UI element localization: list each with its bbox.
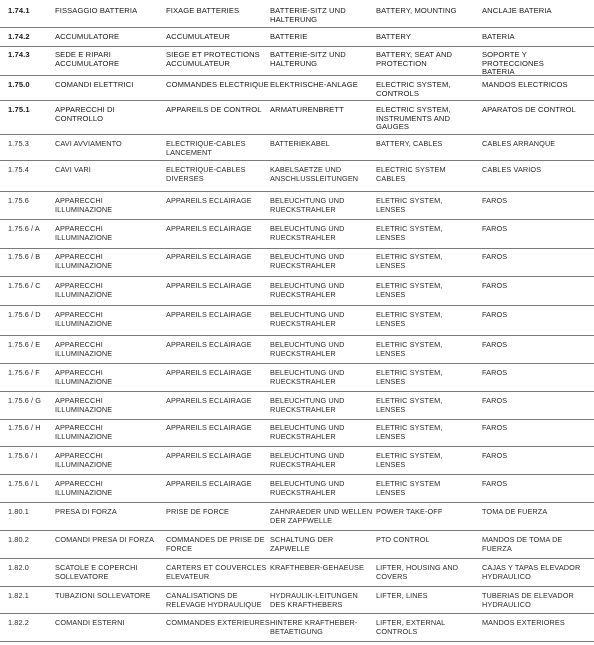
table-row — [0, 394, 594, 420]
spanish-cell: CABLES ARRANQUE — [482, 139, 556, 148]
french-cell: APPAREILS ECLAIRAGE — [166, 368, 252, 377]
french-cell: CANALISATIONS DE RELEVAGE HYDRAULIQUE — [166, 591, 262, 609]
spanish-cell: BATERIA — [482, 32, 515, 41]
german-cell: BATTERIE-SITZ UND HALTERUNG — [270, 6, 346, 24]
english-cell: ELETRIC SYSTEM, LENSES — [376, 396, 443, 414]
english-cell: ELETRIC SYSTEM, LENSES — [376, 224, 443, 242]
code-cell: 1.75.6 / L — [8, 479, 40, 488]
german-cell: KABELSAETZE UND ANSCHLUSSLEITUNGEN — [270, 165, 359, 183]
german-cell: BELEUCHTUNG UND RUECKSTRAHLER — [270, 281, 345, 299]
table-row — [0, 103, 594, 135]
german-cell: ZAHNRAEDER UND WELLEN DER ZAPFWELLE — [270, 507, 373, 525]
english-cell: BATTERY, CABLES — [376, 139, 443, 148]
code-cell: 1.75.6 / I — [8, 451, 38, 460]
german-cell: HINTERE KRAFTHEBER- BETAETIGUNG — [270, 618, 358, 636]
english-cell: ELETRIC SYSTEM, LENSES — [376, 368, 443, 386]
spanish-cell: FAROS — [482, 224, 508, 233]
table-row — [0, 338, 594, 364]
code-cell: 1.75.6 / A — [8, 224, 40, 233]
code-cell: 1.75.6 / H — [8, 423, 41, 432]
table-row — [0, 505, 594, 531]
german-cell: BELEUCHTUNG UND RUECKSTRAHLER — [270, 451, 345, 469]
spanish-cell: MANDOS EXTERIORES — [482, 618, 565, 627]
code-cell: 1.82.0 — [8, 563, 29, 572]
french-cell: COMMANDES DE PRISE DE FORCE — [166, 535, 265, 553]
table-row — [0, 477, 594, 503]
italian-cell: APPARECCHI ILLUMINAZIONE — [55, 340, 113, 358]
french-cell: APPAREILS ECLAIRAGE — [166, 479, 252, 488]
table-row — [0, 589, 594, 614]
french-cell: SIEGE ET PROTECTIONS ACCUMULATEUR — [166, 50, 260, 68]
german-cell: BATTERIE-SITZ UND HALTERUNG — [270, 50, 346, 68]
table-row — [0, 421, 594, 447]
table-row — [0, 616, 594, 642]
english-cell: BATTERY — [376, 32, 412, 41]
spanish-cell: FAROS — [482, 396, 508, 405]
german-cell: BELEUCHTUNG UND RUECKSTRAHLER — [270, 396, 345, 414]
italian-cell: APPARECCHI ILLUMINAZIONE — [55, 224, 113, 242]
table-row — [0, 308, 594, 336]
spanish-cell: APARATOS DE CONTROL — [482, 105, 576, 114]
spanish-cell: FAROS — [482, 368, 508, 377]
german-cell: BELEUCHTUNG UND RUECKSTRAHLER — [270, 479, 345, 497]
italian-cell: APPARECCHI ILLUMINAZIONE — [55, 396, 113, 414]
english-cell: LIFTER, EXTERNAL CONTROLS — [376, 618, 446, 636]
spanish-cell: SOPORTE Y PROTECCIONES BATERIA — [482, 50, 544, 77]
german-cell: BELEUCHTUNG UND RUECKSTRAHLER — [270, 196, 345, 214]
italian-cell: CAVI VARI — [55, 165, 91, 174]
spanish-cell: FAROS — [482, 310, 508, 319]
english-cell: ELETRIC SYSTEM, LENSES — [376, 196, 443, 214]
german-cell: ARMATURENBRETT — [270, 105, 344, 114]
italian-cell: SEDE E RIPARI ACCUMULATORE — [55, 50, 120, 68]
german-cell: BELEUCHTUNG UND RUECKSTRAHLER — [270, 368, 345, 386]
french-cell: ACCUMULATEUR — [166, 32, 230, 41]
french-cell: APPAREILS ECLAIRAGE — [166, 281, 252, 290]
english-cell: ELETRIC SYSTEM LENSES — [376, 479, 441, 497]
german-cell: KRAFTHEBER-GEHAEUSE — [270, 563, 364, 572]
spanish-cell: TOMA DE FUERZA — [482, 507, 548, 516]
code-cell: 1.75.3 — [8, 139, 29, 148]
spanish-cell: FAROS — [482, 451, 508, 460]
english-cell: ELETRIC SYSTEM, LENSES — [376, 340, 443, 358]
italian-cell: CAVI AVVIAMENTO — [55, 139, 122, 148]
italian-cell: PRESA DI FORZA — [55, 507, 117, 516]
english-cell: ELETRIC SYSTEM, LENSES — [376, 252, 443, 270]
table-row — [0, 30, 594, 47]
italian-cell: SCATOLE E COPERCHI SOLLEVATORE — [55, 563, 138, 581]
table-row — [0, 48, 594, 76]
german-cell: BATTERIEKABEL — [270, 139, 330, 148]
french-cell: PRISE DE FORCE — [166, 507, 230, 516]
table-row — [0, 78, 594, 101]
french-cell: APPAREILS ECLAIRAGE — [166, 252, 252, 261]
english-cell: BATTERY, MOUNTING — [376, 6, 457, 15]
table-row — [0, 250, 594, 277]
english-cell: ELECTRIC SYSTEM, CONTROLS — [376, 80, 451, 98]
german-cell: BELEUCHTUNG UND RUECKSTRAHLER — [270, 423, 345, 441]
code-cell: 1.75.4 — [8, 165, 29, 174]
table-row — [0, 366, 594, 392]
table-row — [0, 4, 594, 28]
german-cell: BATTERIE — [270, 32, 308, 41]
spanish-cell: ANCLAJE BATERIA — [482, 6, 552, 15]
code-cell: 1.82.2 — [8, 618, 29, 627]
english-cell: POWER TAKE-OFF — [376, 507, 443, 516]
code-cell: 1.75.1 — [8, 105, 30, 114]
code-cell: 1.75.6 / C — [8, 281, 41, 290]
french-cell: APPAREILS ECLAIRAGE — [166, 310, 252, 319]
french-cell: COMMANDES EXTERIEURES — [166, 618, 270, 627]
french-cell: APPAREILS ECLAIRAGE — [166, 340, 252, 349]
english-cell: ELETRIC SYSTEM, LENSES — [376, 281, 443, 299]
italian-cell: APPARECCHI ILLUMINAZIONE — [55, 252, 113, 270]
code-cell: 1.80.1 — [8, 507, 29, 516]
english-cell: PTO CONTROL — [376, 535, 430, 544]
table-row — [0, 194, 594, 220]
spanish-cell: FAROS — [482, 479, 508, 488]
english-cell: ELETRIC SYSTEM, LENSES — [376, 310, 443, 328]
french-cell: ELECTRIQUE-CABLES DIVERSES — [166, 165, 246, 183]
table-row — [0, 222, 594, 249]
code-cell: 1.82.1 — [8, 591, 29, 600]
french-cell: APPAREILS ECLAIRAGE — [166, 224, 252, 233]
italian-cell: COMANDI ESTERNI — [55, 618, 125, 627]
italian-cell: TUBAZIONI SOLLEVATORE — [55, 591, 151, 600]
code-cell: 1.75.6 / G — [8, 396, 42, 405]
french-cell: APPAREILS ECLAIRAGE — [166, 196, 252, 205]
spanish-cell: FAROS — [482, 196, 508, 205]
french-cell: APPAREILS ECLAIRAGE — [166, 423, 252, 432]
italian-cell: APPARECCHI ILLUMINAZIONE — [55, 281, 113, 299]
french-cell: APPAREILS ECLAIRAGE — [166, 451, 252, 460]
code-cell: 1.75.6 — [8, 196, 29, 205]
code-cell: 1.80.2 — [8, 535, 29, 544]
spanish-cell: MANDOS ELECTRICOS — [482, 80, 568, 89]
italian-cell: APPARECCHI ILLUMINAZIONE — [55, 451, 113, 469]
italian-cell: FISSAGGIO BATTERIA — [55, 6, 138, 15]
german-cell: BELEUCHTUNG UND RUECKSTRAHLER — [270, 340, 345, 358]
code-cell: 1.75.6 / F — [8, 368, 40, 377]
german-cell: BELEUCHTUNG UND RUECKSTRAHLER — [270, 224, 345, 242]
german-cell: HYDRAULIK-LEITUNGEN DES KRAFTHEBERS — [270, 591, 358, 609]
spanish-cell: CAJAS Y TAPAS ELEVADOR HYDRAULICO — [482, 563, 581, 581]
english-cell: ELETRIC SYSTEM, LENSES — [376, 451, 443, 469]
german-cell: BELEUCHTUNG UND RUECKSTRAHLER — [270, 310, 345, 328]
italian-cell: APPARECCHI ILLUMINAZIONE — [55, 423, 113, 441]
french-cell: FIXAGE BATTERIES — [166, 6, 240, 15]
spanish-cell: MANDOS DE TOMA DE FUERZA — [482, 535, 563, 553]
italian-cell: APPARECCHI ILLUMINAZIONE — [55, 196, 113, 214]
code-cell: 1.74.3 — [8, 50, 30, 59]
german-cell: BELEUCHTUNG UND RUECKSTRAHLER — [270, 252, 345, 270]
english-cell: ELECTRIC SYSTEM CABLES — [376, 165, 446, 183]
german-cell: ELEKTRISCHE-ANLAGE — [270, 80, 358, 89]
code-cell: 1.75.6 / E — [8, 340, 41, 349]
english-cell: ELETRIC SYSTEM, LENSES — [376, 423, 443, 441]
code-cell: 1.75.6 / D — [8, 310, 41, 319]
italian-cell: APPARECCHI ILLUMINAZIONE — [55, 479, 113, 497]
table-row — [0, 279, 594, 306]
spanish-cell: FAROS — [482, 252, 508, 261]
italian-cell: COMANDI PRESA DI FORZA — [55, 535, 155, 544]
english-cell: ELECTRIC SYSTEM, INSTRUMENTS AND GAUGES — [376, 105, 451, 132]
italian-cell: ACCUMULATORE — [55, 32, 120, 41]
german-cell: SCHALTUNG DER ZAPWELLE — [270, 535, 334, 553]
english-cell: LIFTER, HOUSING AND COVERS — [376, 563, 459, 581]
italian-cell: COMANDI ELETTRICI — [55, 80, 134, 89]
spanish-cell: FAROS — [482, 340, 508, 349]
italian-cell: APPARECCHI DI CONTROLLO — [55, 105, 115, 123]
french-cell: COMMANDES ELECTRIQUE — [166, 80, 269, 89]
spanish-cell: TUBERIAS DE ELEVADOR HYDRAULICO — [482, 591, 574, 609]
french-cell: APPAREILS DE CONTROL — [166, 105, 262, 114]
code-cell: 1.74.2 — [8, 32, 30, 41]
italian-cell: APPARECCHI ILLUMINAZIONE — [55, 368, 113, 386]
french-cell: APPAREILS ECLAIRAGE — [166, 396, 252, 405]
table-row — [0, 163, 594, 192]
italian-cell: APPARECCHI ILLUMINAZIONE — [55, 310, 113, 328]
english-cell: BATTERY, SEAT AND PROTECTION — [376, 50, 453, 68]
table-row — [0, 533, 594, 559]
table-row — [0, 137, 594, 161]
english-cell: LIFTER, LINES — [376, 591, 428, 600]
table-row — [0, 449, 594, 475]
french-cell: CARTERS ET COUVERCLES ELEVATEUR — [166, 563, 267, 581]
table-row — [0, 561, 594, 587]
spanish-cell: FAROS — [482, 281, 508, 290]
code-cell: 1.75.0 — [8, 80, 30, 89]
code-cell: 1.75.6 / B — [8, 252, 41, 261]
french-cell: ELECTRIQUE-CABLES LANCEMENT — [166, 139, 246, 157]
code-cell: 1.74.1 — [8, 6, 30, 15]
spanish-cell: CABLES VARIOS — [482, 165, 542, 174]
spanish-cell: FAROS — [482, 423, 508, 432]
